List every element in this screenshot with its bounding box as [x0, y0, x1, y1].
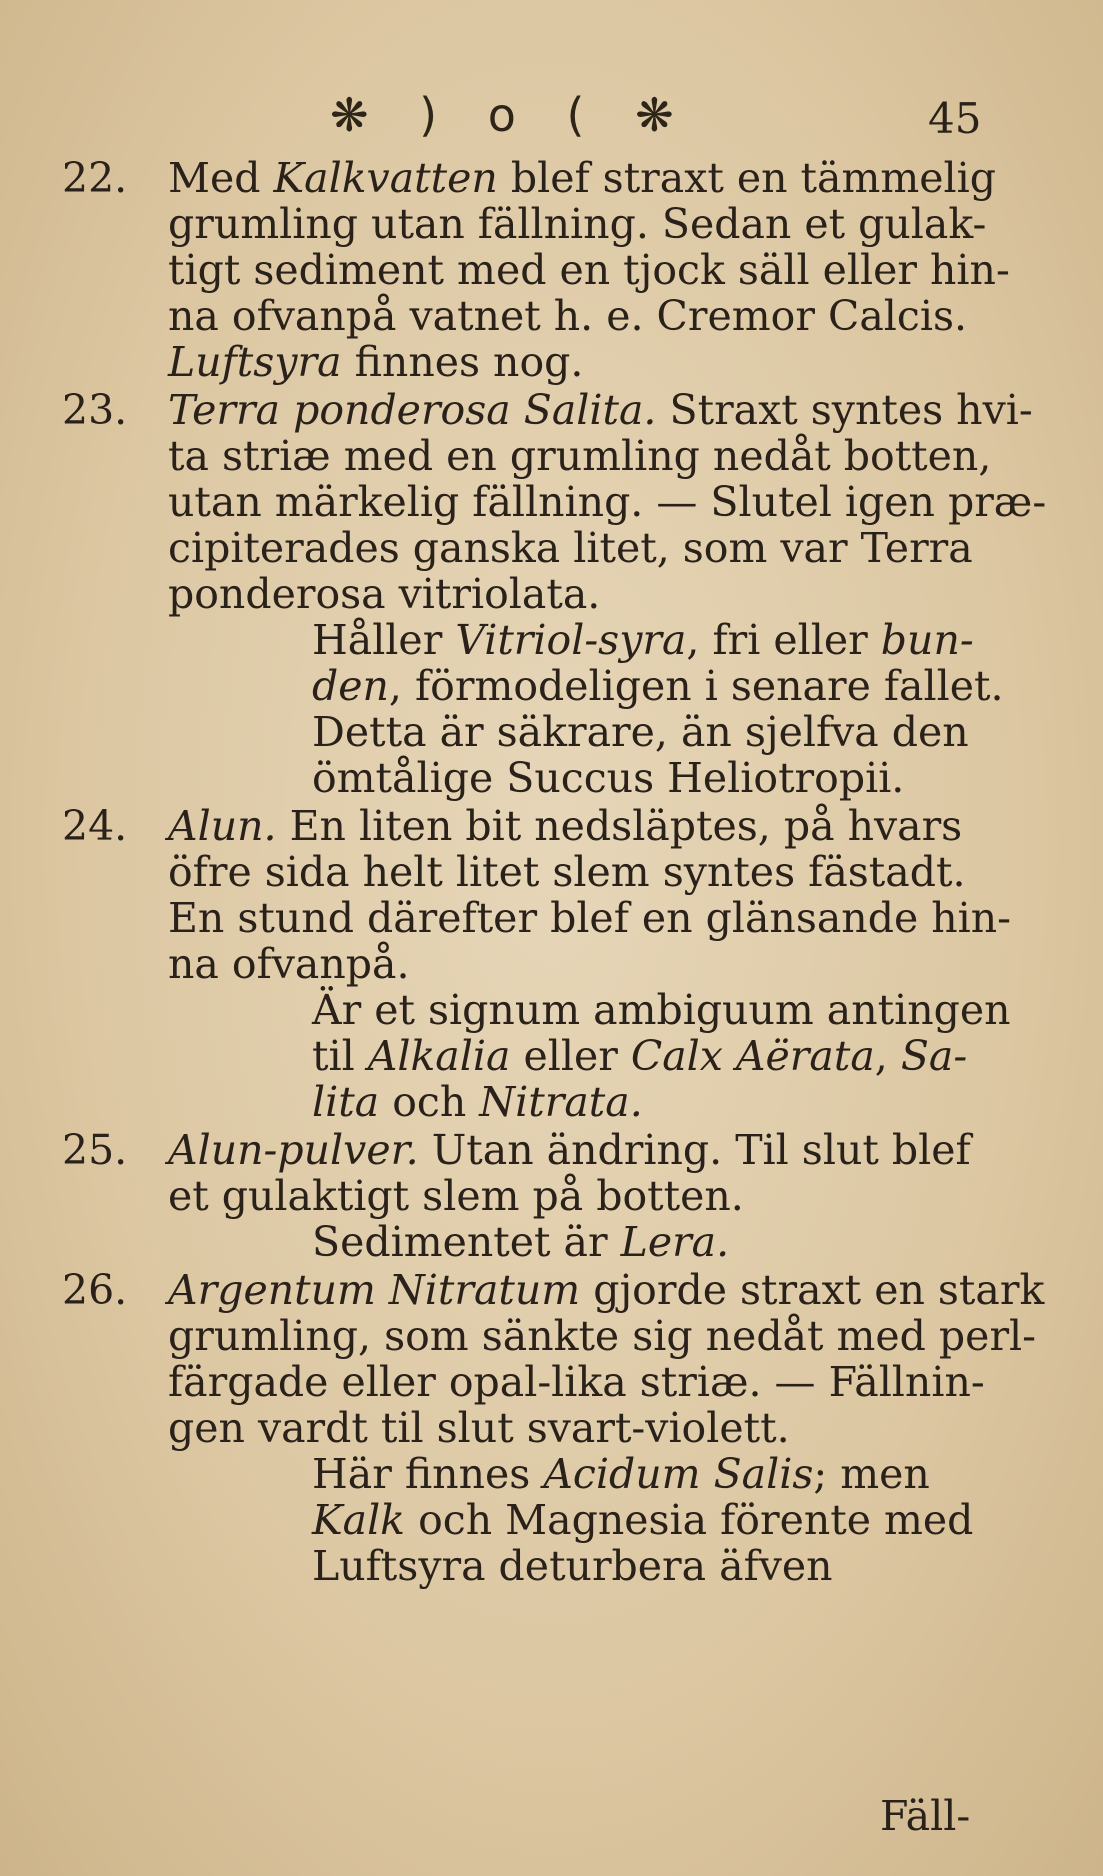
text-line — [168, 1358, 985, 1406]
text-line — [312, 754, 905, 802]
text-run: och Magnesia förente med — [405, 1496, 974, 1544]
text-line — [312, 986, 1011, 1034]
entry-number: 23. — [62, 386, 128, 434]
text-run: til — [312, 1032, 368, 1080]
text-run: gjorde straxt en stark — [580, 1266, 1045, 1314]
text-run: ta striæ med en grumling nedåt botten, — [168, 432, 992, 480]
text-line — [168, 338, 584, 386]
italic-term: Vitriol-syra — [455, 616, 687, 664]
text-run: gen vardt til slut svart-violett. — [168, 1404, 790, 1452]
italic-term: Alkalia — [367, 1032, 511, 1080]
text-run: Detta är säkrare, än sjelfva den — [312, 708, 969, 756]
text-line — [168, 1266, 1045, 1314]
text-line — [312, 662, 1004, 710]
text-run: , förmodeligen i senare fallet. — [388, 662, 1004, 710]
entry-number: 22. — [62, 154, 128, 202]
text-run: et gulaktigt slem på botten. — [168, 1172, 744, 1220]
text-run: , — [874, 1032, 901, 1080]
text-line — [168, 1172, 744, 1220]
text-run: Sedimentet är — [312, 1218, 621, 1266]
text-line — [168, 246, 1010, 294]
italic-term: Kalk — [312, 1496, 406, 1544]
text-line — [312, 1496, 974, 1544]
text-run: Utan ändring. Til slut blef — [418, 1126, 971, 1174]
text-run: Håller — [312, 616, 456, 664]
text-run: finnes nog. — [341, 338, 584, 386]
italic-term: lita — [312, 1078, 380, 1126]
text-run: ; men — [813, 1450, 930, 1498]
text-run: utan märkelig fällning. — Slutel igen præ- — [168, 478, 1047, 526]
italic-term: den — [312, 662, 389, 710]
text-line — [168, 848, 966, 896]
text-line — [168, 1312, 1037, 1360]
italic-term: Argentum Nitratum — [168, 1266, 581, 1314]
page-header — [0, 88, 1103, 148]
text-line — [168, 200, 987, 248]
text-line — [168, 154, 996, 202]
italic-term: Calx Aërata — [630, 1032, 875, 1080]
text-run: Här finnes — [312, 1450, 544, 1498]
italic-term: Luftsyra — [168, 338, 342, 386]
text-run: , fri eller — [686, 616, 881, 664]
italic-term: Nitrata. — [479, 1078, 643, 1126]
entry-number: 26. — [62, 1266, 128, 1314]
italic-term: Lera. — [620, 1218, 730, 1266]
italic-term: Acidum Salis — [543, 1450, 814, 1498]
italic-term: Kalkvatten — [273, 154, 498, 202]
text-line — [168, 478, 1047, 526]
text-run: tigt sediment med en tjock säll eller hin- — [168, 246, 1010, 294]
text-run: och — [379, 1078, 480, 1126]
text-line — [312, 1032, 968, 1080]
entry-number: 25. — [62, 1126, 128, 1174]
italic-term: Sa- — [900, 1032, 968, 1080]
text-run: na ofvanpå vatnet h. e. Cremor Calcis. — [168, 292, 968, 340]
text-line — [168, 1126, 971, 1174]
text-run: Med — [168, 154, 274, 202]
text-line — [168, 894, 1012, 942]
text-line — [168, 432, 992, 480]
text-run: ömtålige Succus Heliotropii. — [312, 754, 905, 802]
text-run: grumling, som sänkte sig nedåt med perl- — [168, 1312, 1037, 1360]
text-run: blef straxt en tämmelig — [497, 154, 996, 202]
text-line — [312, 1078, 643, 1126]
catchword: Fäll- — [880, 1792, 971, 1840]
text-line — [168, 292, 968, 340]
text-line — [168, 524, 973, 572]
text-line — [168, 570, 601, 618]
page-number: 45 — [928, 94, 982, 143]
text-line — [312, 1450, 930, 1498]
text-line — [168, 1404, 790, 1452]
italic-term: Terra ponderosa Salita. — [168, 386, 657, 434]
text-run: cipiterades ganska litet, som var Terra — [168, 524, 973, 572]
text-line — [312, 708, 969, 756]
text-line — [312, 1218, 730, 1266]
entry-number: 24. — [62, 802, 128, 850]
text-run: öfre sida helt litet slem syntes fästadt. — [168, 848, 966, 896]
text-line — [168, 386, 1033, 434]
text-run: eller — [510, 1032, 631, 1080]
text-run: grumling utan fällning. Sedan et gulak- — [168, 200, 987, 248]
text-line — [168, 940, 410, 988]
text-run: ponderosa vitriolata. — [168, 570, 601, 618]
text-run: Är et signum ambiguum antingen — [312, 986, 1011, 1034]
running-head-ornament: ❋ ) o ( ❋ — [330, 88, 692, 142]
text-run: färgade eller opal-lika striæ. — Fällnin- — [168, 1358, 985, 1406]
italic-term: Alun. — [168, 802, 277, 850]
italic-term: bun- — [880, 616, 974, 664]
text-run: Straxt syntes hvi- — [656, 386, 1033, 434]
text-run: En liten bit nedsläptes, på hvars — [276, 802, 963, 850]
text-run: Luftsyra deturbera äfven — [312, 1542, 833, 1590]
italic-term: Alun-pulver. — [168, 1126, 419, 1174]
text-run: En stund därefter blef en glänsande hin- — [168, 894, 1012, 942]
text-run: na ofvanpå. — [168, 940, 410, 988]
text-line — [168, 802, 963, 850]
text-line — [312, 1542, 833, 1590]
text-line — [312, 616, 974, 664]
